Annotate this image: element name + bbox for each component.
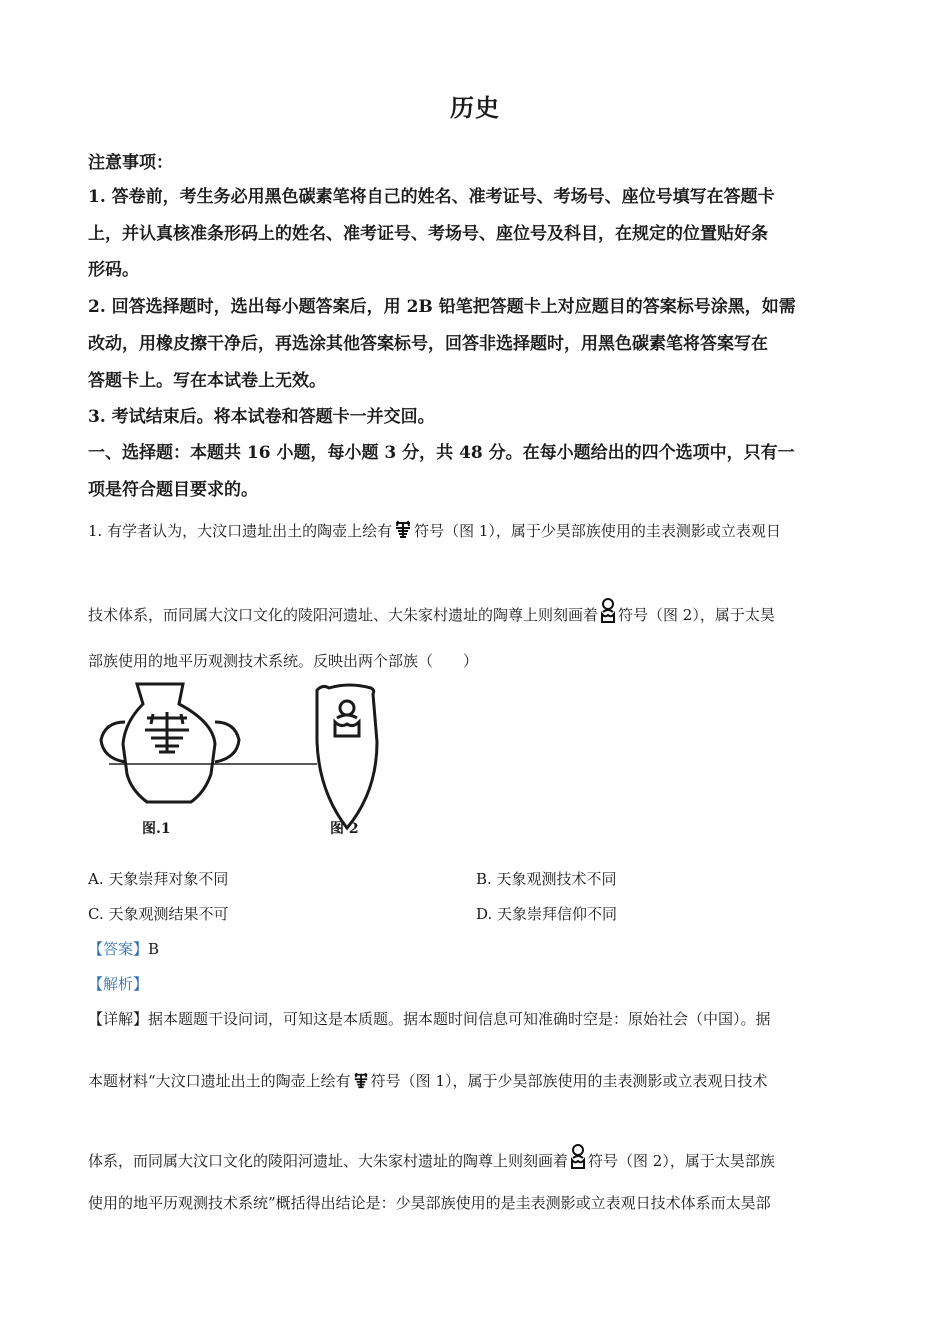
detail-line-2 <box>88 1070 868 1094</box>
detail-line-2-b: 符号（图 1），属于少昊部族使用的圭表测影或立表观日技术 <box>370 1072 768 1090</box>
vessel-figures <box>95 682 415 832</box>
detail-line-1 <box>88 1008 868 1029</box>
sun-pole-symbol-icon <box>353 1072 369 1094</box>
notice-item-1-line-1: 1. 答卷前，考生务必用黑色碳素笔将自己的姓名、准考证号、考场号、座位号填写在答题卡 <box>88 187 775 207</box>
section-heading-line-1: 一、选择题：本题共 16 小题，每小题 3 分，共 48 分。在每小题给出的四个选项中，只有一 <box>88 443 795 463</box>
notice-item-1-line-3: 形码。 <box>88 260 139 280</box>
notice-item-1-line-2: 上，并认真核准条形码上的姓名、准考证号、考场号、座位号及科目，在规定的位置贴好条 <box>88 224 768 244</box>
question-1-line-2 <box>88 598 868 628</box>
option-c: C. 天象观测结果不可 <box>88 905 229 923</box>
sun-mountain-symbol-icon <box>570 1144 586 1174</box>
notice-item-2-line-2: 改动，用橡皮擦干净后，再选涂其他答案标号，回答非选择题时，用黑色碳素笔将答案写在 <box>88 334 768 354</box>
section-heading-line-2: 项是符合题目要求的。 <box>88 480 258 500</box>
option-a: A. 天象崇拜对象不同 <box>88 870 229 888</box>
answer-tag: 【答案】 <box>88 940 149 958</box>
option-b: B. 天象观测技术不同 <box>476 870 617 888</box>
detail-line-3-a: 体系，而同属大汶口文化的陵阳河遗址、大朱家村遗址的陶尊上则刻画着 <box>88 1152 569 1170</box>
figure-2-label: 图 2 <box>330 821 359 837</box>
figure-1-label: 图.1 <box>142 821 171 837</box>
question-1-line-2-b: 符号（图 2），属于太昊 <box>618 606 775 624</box>
answer-line <box>88 938 868 959</box>
detail-line-1-text: 据本题题干设问词，可知这是本质题。据本题时间信息可知准确时空是：原始社会（中国）。据 <box>148 1010 771 1028</box>
question-1-line-2-a: 技术体系，而同属大汶口文化的陵阳河遗址、大朱家村遗址的陶尊上则刻画着 <box>88 606 599 624</box>
detail-line-4: 使用的地平历观测技术系统”概括得出结论是：少昊部族使用的是圭表测影或立表观日技术体系而太昊部 <box>88 1194 771 1212</box>
notice-item-2-line-1: 2. 回答选择题时，选出每小题答案后，用 2B 铅笔把答题卡上对应题目的答案标号涂黑，如需 <box>88 297 796 317</box>
detail-line-2-a: 本题材料“大汶口遗址出土的陶壶上绘有 <box>88 1072 351 1090</box>
question-1-line-1-a: 1. 有学者认为，大汶口遗址出土的陶壶上绘有 <box>88 522 393 540</box>
detail-tag: 【详解】 <box>88 1010 149 1028</box>
figure-2-zun-drawing <box>317 685 377 828</box>
question-1-line-3: 部族使用的地平历观测技术系统。反映出两个部族（ ） <box>88 652 479 670</box>
analysis-tag: 【解析】 <box>88 975 149 993</box>
answer-value: B <box>148 940 160 958</box>
detail-line-3-b: 符号（图 2），属于太昊部族 <box>588 1152 775 1170</box>
option-d: D. 天象崇拜信仰不同 <box>476 905 618 923</box>
question-1-line-1-b: 符号（图 1），属于少昊部族使用的圭表测影或立表观日 <box>414 522 781 540</box>
question-1-line-1 <box>88 520 868 544</box>
notice-heading: 注意事项： <box>88 153 173 173</box>
notice-item-2-line-3: 答题卡上。写在本试卷上无效。 <box>88 371 326 391</box>
figure-1-jar-drawing <box>101 684 239 802</box>
sun-mountain-symbol-icon <box>600 598 616 628</box>
sun-pole-symbol-icon <box>394 520 412 544</box>
page-title: 历史 <box>450 93 500 122</box>
detail-line-3 <box>88 1144 868 1174</box>
notice-item-3: 3. 考试结束后。将本试卷和答题卡一并交回。 <box>88 407 435 427</box>
